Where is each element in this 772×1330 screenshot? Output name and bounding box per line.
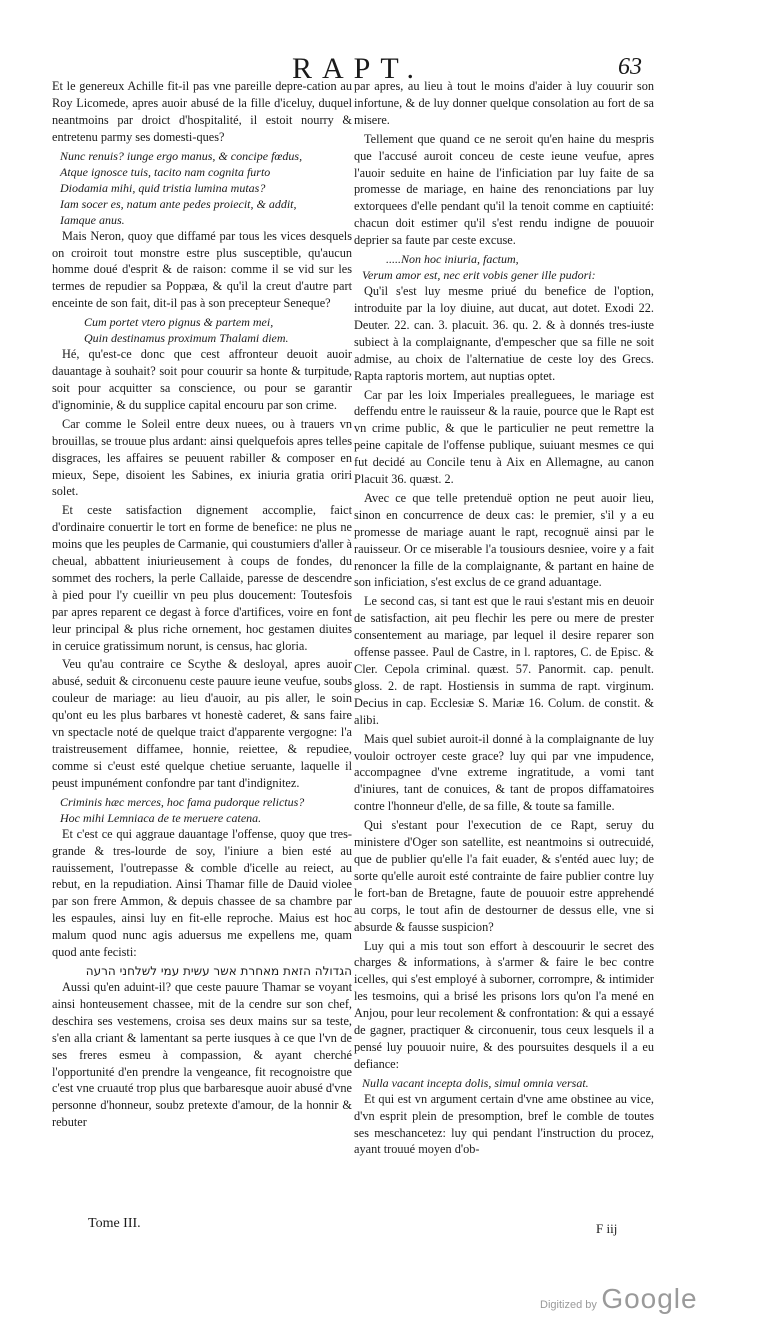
- paragraph: Aussi qu'en aduint-il? que ceste pauure Thamar se voyant ainsi honteusement chassee, mit de la cendre sur son chef, deschira ses vestemens, croisa ses deux mains sur sa teste, s'en alla criant & lamentant sa perte iusques à ce que l'vn de ses freres esmeu à compassion, & ayant cherché l'opportunité d'en prendre la vengeance, fit recognoistre que c'est vne cruauté trop plus que barbaresque auoir abusé d'vne personne d'honneur, soubz pretexte d'amour, de la honnir & rebuter: [52, 979, 352, 1130]
- paragraph: Avec ce que telle pretenduë option ne peut auoir lieu, sinon en concurrence de deux cas: le premier, s'il y a eu promesse de mariage auant le rapt, recognuë ainsi par le rauisseur. Or ce miserable l'a tousiours desniee, voire y a fait renoncer la fille de la complaignante, & partant en haine de son inficiation, s'est exclus de ce grand aduantage.: [354, 490, 654, 590]
- paragraph: Tellement que quand ce ne seroit qu'en haine du mespris que l'accusé auroit conceu de ceste ieune veufue, apres l'auoir seduite en haine de l'inficiation par luy faite de sa promesse de mariage, en haine des renonciations par luy extorquees d'elle pendant qu'il la tenoit comme en captiuité: chacun doit estimer qu'il s'est rendu indigne de pouuoir deprier sa faute par ceste excuse.: [354, 131, 654, 248]
- paragraph: Car comme le Soleil entre deux nuees, ou à trauers vn brouillas, se trouue plus ardant: ainsi quelquefois apres telles disgraces, les affaires se peuuent rabiller & composer en mieux, Sepe, disoient les Sabines, ex iniuria gratia oriri solet.: [52, 416, 352, 499]
- verse-line: Criminis hæc merces, hoc fama pudorque relictus?: [60, 794, 305, 809]
- right-column: [354, 78, 654, 1160]
- verse-line: Iamque anus.: [60, 212, 125, 227]
- paragraph: Mais Neron, quoy que diffamé par tous les vices desquels on croiroit tout monstre estre plus susceptible, qu'aucun homme doué d'esprit & de raison: comme il se vid sur les termes de repudier sa Poppæa, & qu'il la creut d'autre part enceinte de son fait, dit-il pas à son precepteur Seneque?: [52, 228, 352, 311]
- verse-line: Nunc renuis? iunge ergo manus, & concipe fœdus,: [60, 148, 303, 163]
- verse-line: Atque ignosce tuis, tacito nam cognita furto: [60, 164, 271, 179]
- paragraph: Mais quel subiet auroit-il donné à la complaignante de luy vouloir octroyer ceste grace? luy qui par vne impudence, accompagnee d'vne extreme ingratitude, a vomi tant d'iniures, tant de conuices, & tant de propos diffamatoires contre l'honneur d'elle, de sa fille, & toute sa famille.: [354, 731, 654, 814]
- paragraph: Et le genereux Achille fit-il pas vne pareille depre-cation au Roy Licomede, apres auoir abusé de la fille d'iceluy, duquel neantmoins par droict d'hospitalité, il estoit nourry & entretenu parmy ses domesti-ques?: [52, 79, 352, 144]
- verse-line: Verum amor est, nec erit vobis gener ille pudori:: [362, 268, 596, 283]
- watermark-prefix: Digitized by: [540, 1299, 597, 1311]
- volume-label: Tome III.: [88, 1216, 141, 1231]
- verse-line: Quin destinamus proximum Thalami diem.: [84, 331, 289, 346]
- verse-line: Nulla vacant incepta dolis, simul omnia versat.: [362, 1075, 589, 1090]
- verse-line: Hoc mihi Lemniaca de te meruere catena.: [60, 810, 262, 825]
- page-number: 63: [618, 54, 642, 80]
- verse-line: Iam socer es, natum ante pedes proiecit, & addit,: [60, 196, 297, 211]
- paragraph: Car par les loix Imperiales prealleguees, le mariage est deffendu entre le rauisseur & la rauie, pource que le Rapt est vn crime public, & que le particulier ne peut remettre la peine capitale de l'offense publique, suiuant mesmes ce qui fut decidé au Concile tenu à Aix en Allemagne, au canon Placuit 36. quæst. 2.: [354, 387, 654, 487]
- paragraph: par apres, au lieu à tout le moins d'aider à luy couurir son infortune, & de luy donner quelque consolation au fort de sa misere.: [354, 79, 654, 127]
- running-title: RAPT.: [292, 52, 424, 85]
- verse-line: Diodamia mihi, quid tristia lumina mutas?: [60, 180, 266, 195]
- paragraph: Hé, qu'est-ce donc que cest affronteur deuoit auoir dauantage à souhait? soit pour couurir sa honte & turpitude, soit pour acquitter sa conscience, ou pour se garantir d'ignominie, & du supplice capital encouru par son crime.: [52, 347, 352, 412]
- paragraph: Et c'est ce qui aggraue dauantage l'offense, quoy que tres-grande & tres-lourde de soy, l'iniure a bien esté au rauissement, l'outrepasse & comble d'icelle au reiect, au rebut, en la repudiation. Ainsi Thamar fille de Dauid violee par son frere Ammon, & depuis chassee de sa chambre par les espaules, ainsi luy en fit-elle reproche. Maius est hoc malum quod nunc agis aduersus me expellens me, quam quod ante fecisti:: [52, 826, 352, 960]
- google-logo: Google: [601, 1283, 698, 1314]
- paragraph: Et qui est vn argument certain d'vne ame obstinee au vice, d'vn esprit plein de presomption, bref le comble de toutes ses meschancetez: luy qui pendant l'instruction du procez, ayant trouué moyen d'ob-: [354, 1091, 654, 1157]
- left-column: [52, 78, 352, 1133]
- paragraph: Le second cas, si tant est que le raui s'estant mis en deuoir de satisfaction, ait peu flechir les pere ou mere de prester consentement au mariage, par lequel il desire reparer son offense passee. Paul de Castre, in l. raptores, C. de Episc. & Cler. Cepola criminal. quæst. 57. Panormit. cap. penult. gloss. 2. de rapt. Hostiensis in summa de rapt. virginum. Decius in cap. Ecclesiæ S. Mariæ 16. Colum. de constit. & alibi.: [354, 594, 654, 727]
- paragraph: Veu qu'au contraire ce Scythe & desloyal, apres auoir abusé, seduit & circonuenu ceste pauure ieune veufue, soubs couleur de mariage: au lieu d'auoir, au pis aller, le soin qu'ont eu les plus barbares vt honestè caderet, & sans faire vn spectacle noté de quelque traict d'apparente vergogne: l'a traistreusement diffamee, honnie, reiettee, & repudiee, comme si c'eust esté quelque chetiue seruante, laquelle il peust impunément confondre par tant d'indignitez.: [52, 657, 352, 790]
- verse-line: .....Non hoc iniuria, factum,: [386, 252, 519, 267]
- paragraph: Et ceste satisfaction dignement accomplie, faict d'ordinaire conuertir le tort en forme de benefice: ne plus ne moins que les peuples de Carmanie, qui coustumiers d'aller à cheual, abbattent iniurieusement à coups de fondes, du sommet des rochers, la perle Callaide, paresse de descendre à pied pour l'y cueillir vn peu plus doucement: Toutesfois par apres reparent ce degast à force d'artifices, voire en font leur principal & plus riche ornement, hoc gestamen diuites in ceruice gratissimum norunt, is census, hac gloria.: [52, 503, 352, 653]
- paragraph: Qui s'estant pour l'execution de ce Rapt, seruy du ministere d'Oger son satellite, est neantmoins si outrecuidé, que de publier qu'elle l'a fait euader, & s'entéd auec luy; de sorte qu'elle auroit esté contrainte de faire publier contre luy le fort-ban de Bretagne, faute de pouuoir estre apprehendé au corps, le tout afin de destourner de dessus elle, vne si absurde & fausse suspicion?: [354, 818, 654, 934]
- google-watermark: [540, 1283, 698, 1315]
- hebrew-quote: הגדולה הזאת מאחרת אשר עשית עמי לשלחני הרעה: [85, 963, 352, 978]
- paragraph: Luy qui a mis tout son effort à descouurir le secret des charges & informations, à s'armer & faire le bec contre icelles, qui s'est employé à suborner, corrompre, & intimider les tesmoins, qui a brisé les prisons lors qu'on l'a mené en Anjou, pour leur recolement & confrontation: & qui a essayé de gagner, practiquer & circonuenir, tous ceux lesquels il a pensé luy pouuoir nuire, & des poursuites desquels il a eu defiance:: [354, 938, 654, 1071]
- paragraph: Qu'il s'est luy mesme priué du benefice de l'option, introduite par la loy diuine, aut ducat, aut dotet. Exodi 22. Deuter. 22. can. 3. placuit. 36. qu. 2. & à donnés tres-iuste subiect à la complaignante, d'empescher que sa fille ne soit admise, au choix de l'alternatiue de ceste loy des Grecs. Rapta raptoris mortem, aut nuptias optet.: [354, 284, 654, 383]
- verse-line: Cum portet vtero pignus & partem mei,: [84, 315, 274, 330]
- signature-mark: F iij: [596, 1221, 618, 1236]
